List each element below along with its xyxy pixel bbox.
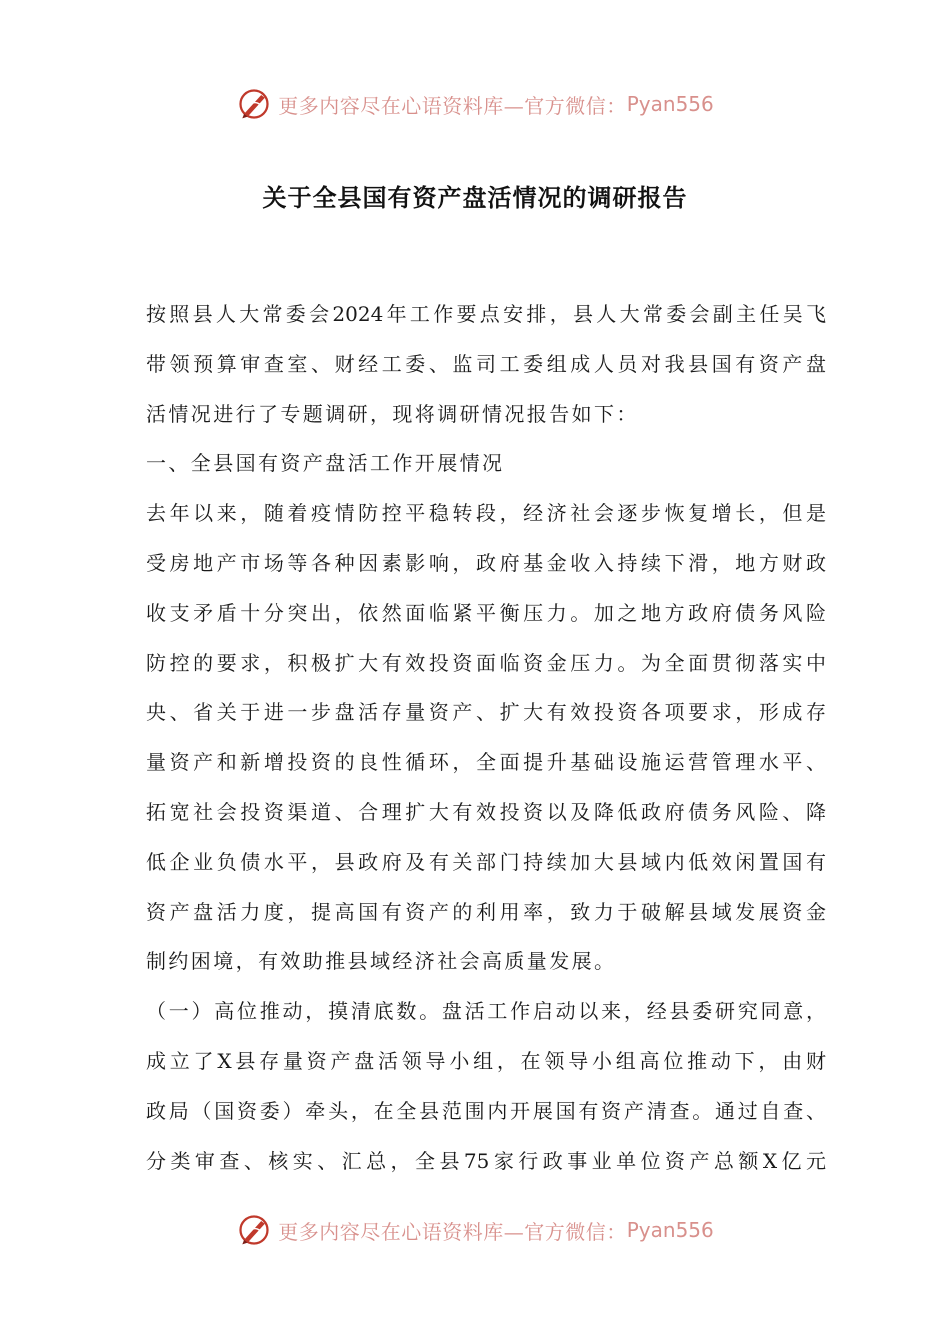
- body-line: 资产盘活力度，提高国有资产的利用率，致力于破解县域发展资金: [146, 899, 826, 924]
- body-line: 去年以来，随着疫情防控平稳转段，经济社会逐步恢复增长，但是: [146, 501, 826, 526]
- body-line: 央、省关于进一步盘活存量资产、扩大有效投资各项要求，形成存: [146, 700, 826, 725]
- body-line: 分类审查、核实、汇总，全县75家行政事业单位资产总额X亿元: [146, 1148, 826, 1173]
- body-line: 收支矛盾十分突出，依然面临紧平衡压力。加之地方政府债务风险: [146, 600, 826, 625]
- body-line: 量资产和新增投资的良性循环，全面提升基础设施运营管理水平、: [146, 750, 826, 775]
- watermark-text: 更多内容尽在心语资料库—官方微信：: [278, 93, 627, 118]
- section-heading: 一、全县国有资产盘活工作开展情况: [146, 451, 505, 476]
- body-line: 低企业负债水平，县政府及有关部门持续加大县域内低效闲置国有: [146, 849, 826, 874]
- body-line: 制约困境，有效助推县域经济社会高质量发展。: [146, 949, 617, 974]
- body-line: 受房地产市场等各种因素影响，政府基金收入持续下滑，地方财政: [146, 550, 826, 575]
- body-line: 带领预算审查室、财经工委、监司工委组成人员对我县国有资产盘: [146, 351, 826, 376]
- body-line: 政局（国资委）牵头，在全县范围内开展国有资产清查。通过自查、: [146, 1098, 826, 1123]
- subsection-line: （一）高位推动，摸清底数。盘活工作启动以来，经县委研究同意，: [146, 999, 826, 1024]
- pen-logo-icon: [236, 86, 272, 122]
- watermark-text: 更多内容尽在心语资料库—官方微信：: [278, 1219, 627, 1244]
- body-line: 活情况进行了专题调研，现将调研情况报告如下：: [146, 401, 639, 426]
- watermark-wechat-id: Pyan556: [626, 92, 714, 116]
- pen-logo-icon: [236, 1212, 272, 1248]
- body-line: 防控的要求，积极扩大有效投资面临资金压力。为全面贯彻落实中: [146, 650, 826, 675]
- body-line: 按照县人大常委会2024年工作要点安排，县人大常委会副主任吴飞: [146, 302, 826, 326]
- document-body: [146, 290, 826, 1186]
- body-line: 成立了X县存量资产盘活领导小组，在领导小组高位推动下，由财: [146, 1048, 826, 1073]
- footer-watermark: [0, 1208, 950, 1252]
- body-line: 拓宽社会投资渠道、合理扩大有效投资以及降低政府债务风险、降: [146, 799, 826, 824]
- header-watermark: [0, 82, 950, 126]
- document-title: 关于全县国有资产盘活情况的调研报告: [262, 184, 688, 212]
- watermark-wechat-id: Pyan556: [626, 1218, 714, 1242]
